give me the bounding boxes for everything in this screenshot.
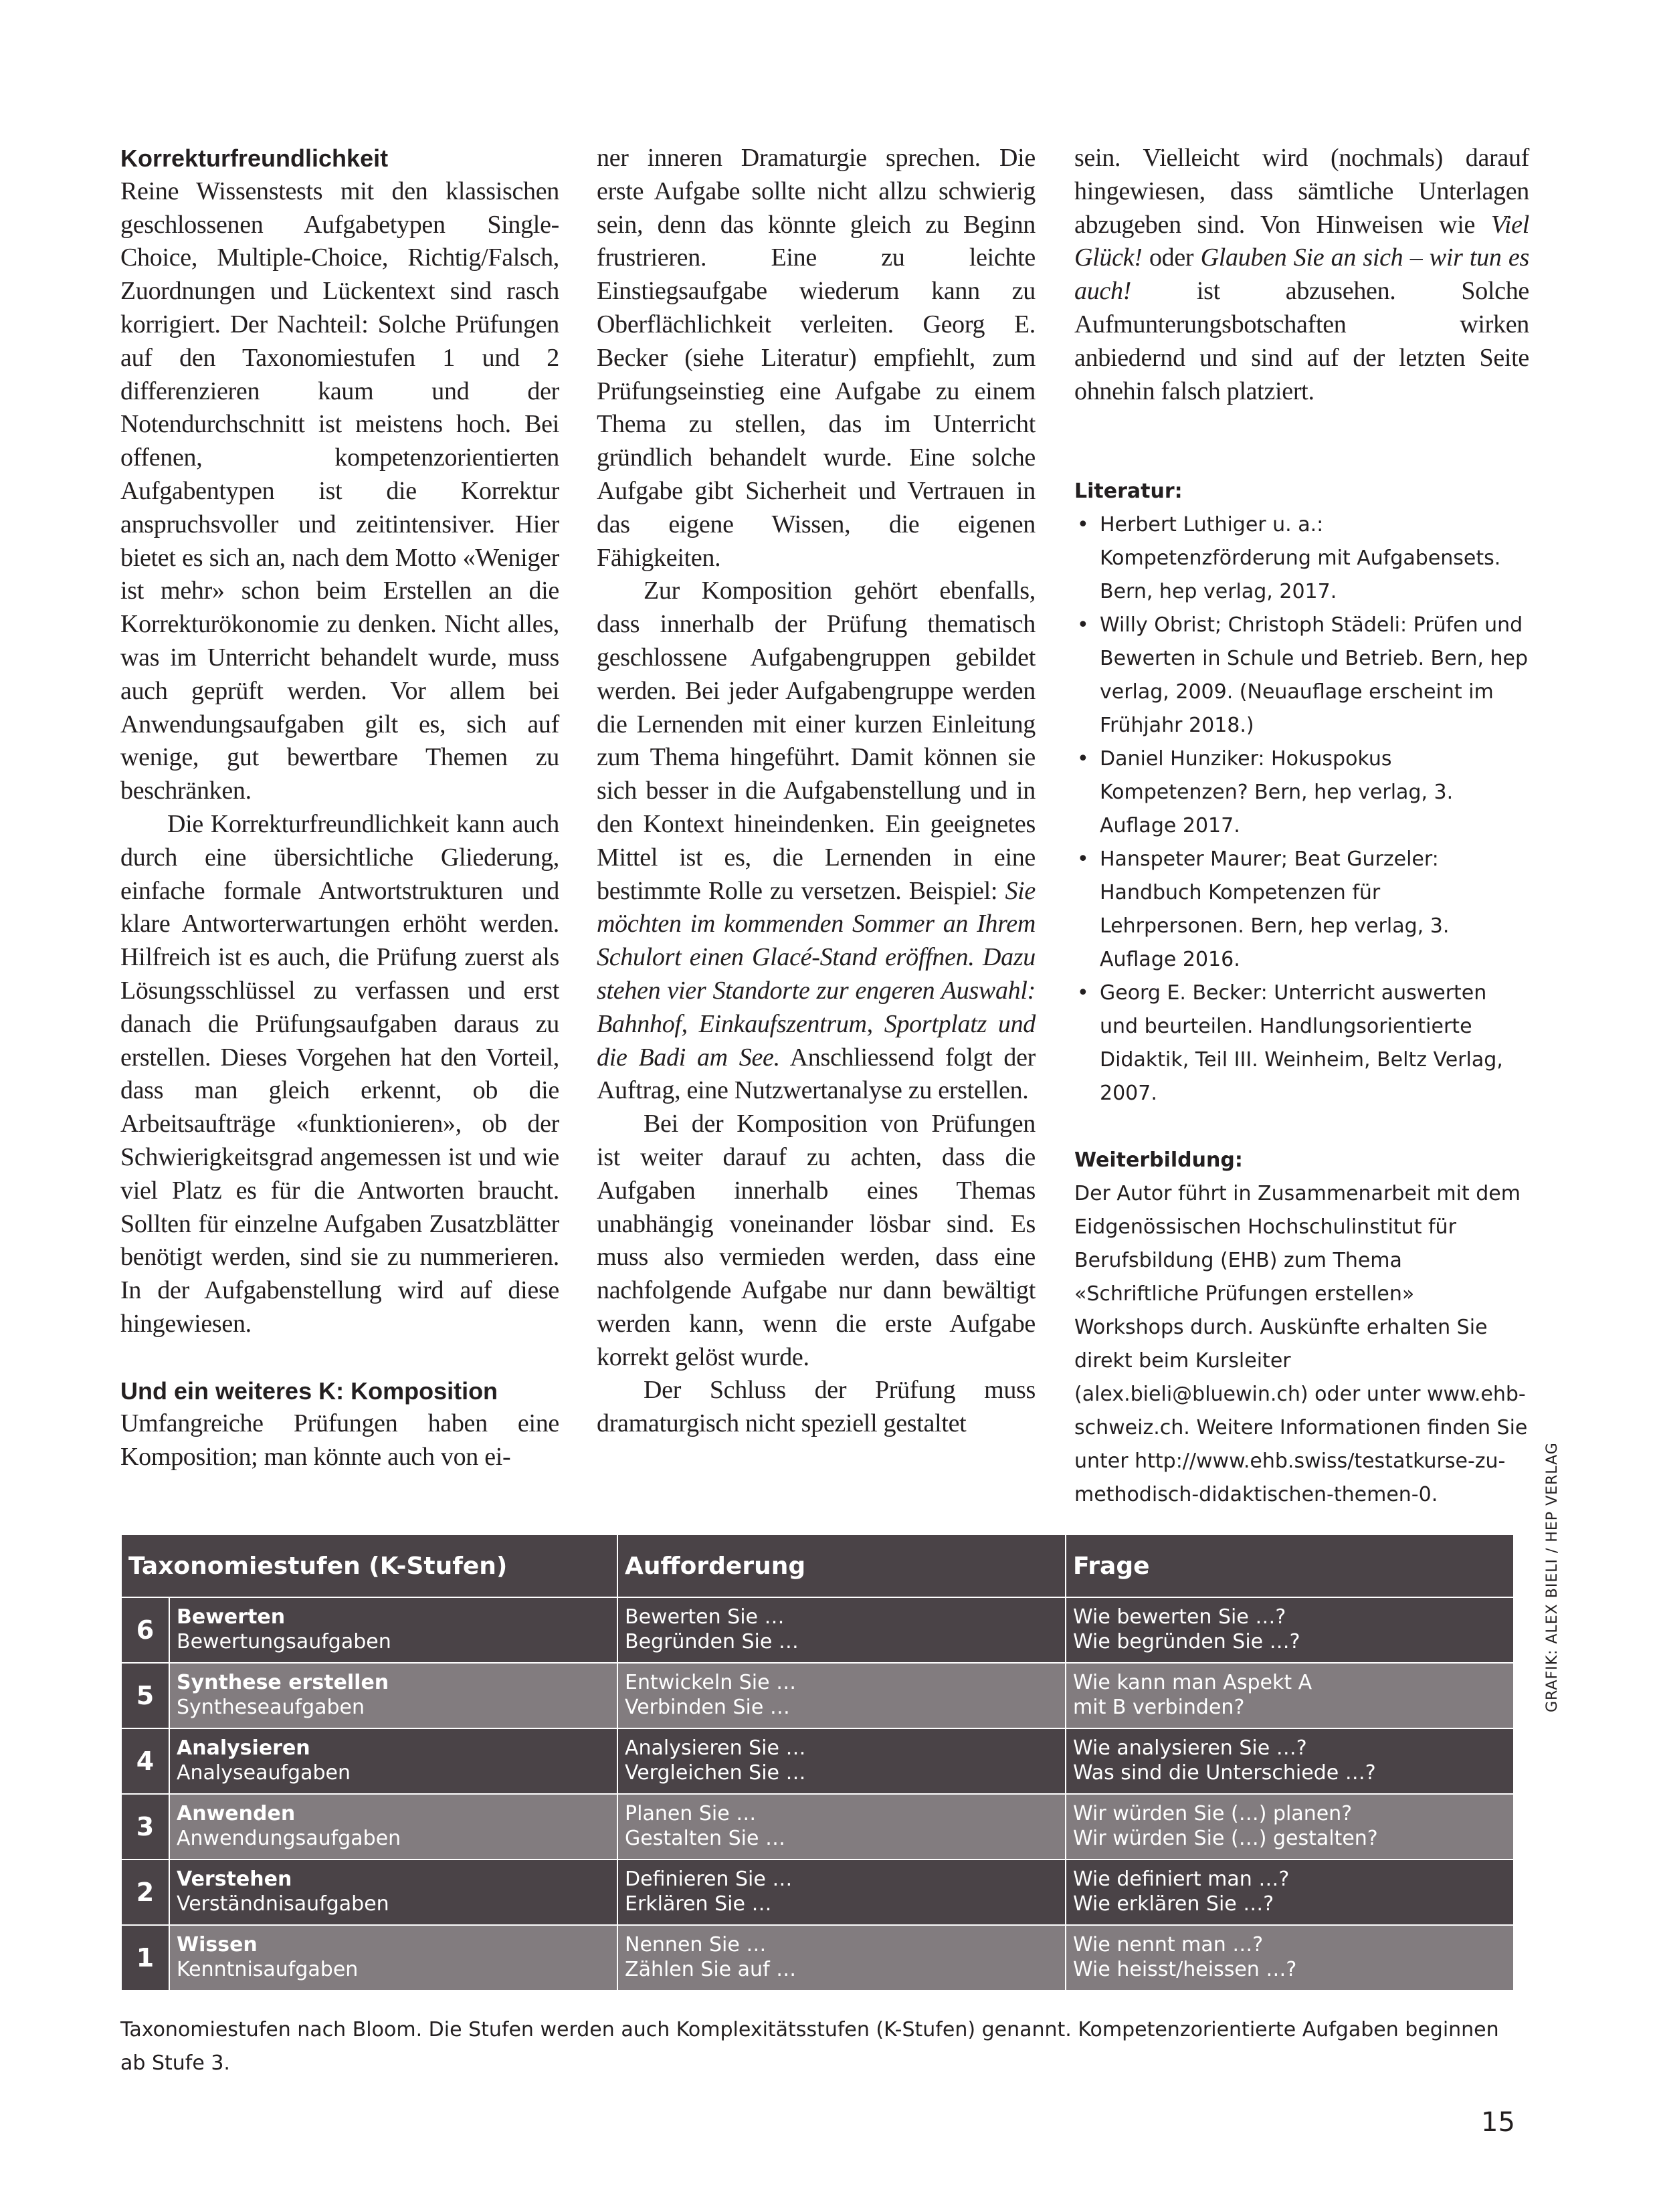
frage-line: mit B verbinden?: [1073, 1696, 1245, 1719]
frage-line: Was sind die Unterschiede …?: [1073, 1761, 1376, 1785]
aufforderung-line: Nennen Sie …: [625, 1933, 767, 1956]
aufforderung-line: Gestalten Sie …: [625, 1827, 785, 1850]
level-number: 4: [121, 1728, 169, 1794]
literature-section: [1074, 475, 1529, 1512]
table-row: [121, 1663, 1514, 1728]
level-number: 2: [121, 1859, 169, 1925]
header-taxonomiestufen: Taxonomiestufen (K-Stufen): [121, 1534, 617, 1597]
frage-cell: [1066, 1794, 1514, 1859]
heading-korrekturfreundlichkeit: Korrekturfreundlichkeit: [120, 144, 389, 172]
frage-line: Wie erklären Sie …?: [1073, 1892, 1274, 1916]
graphic-credit: GRAFIK: ALEX BIELI / HEP VERLAG: [1544, 1442, 1561, 1712]
level-cell: [169, 1925, 617, 1991]
aufforderung-line: Vergleichen Sie …: [625, 1761, 806, 1785]
level-cell: [169, 1728, 617, 1794]
level-sub: Bewertungsaufgaben: [177, 1630, 391, 1653]
level-cell: [169, 1663, 617, 1728]
heading-komposition: Und ein weiteres K: Komposition: [120, 1377, 498, 1405]
paragraph: Reine Wissenstests mit den klassischen geschlossenen Aufgabetypen Single-Choice, Multiple-Choice, Richtig/Falsch, Zuordnungen und Lückentext sind rasch korrigiert. Der Nachteil: Solche Prüfungen auf den Taxonomiestufen 1 und 2 differenzieren kaum und der Notendurchschnitt ist meistens hoch. Bei offenen, kompetenzorientierten Aufgabentypen ist die Korrektur anspruchsvoller und zeitintensiver. Hier bietet es sich an, nach dem Motto «Weniger ist mehr» schon beim Erstellen an die Korrekturökonomie zu denken. Nicht alles, was im Unterricht behandelt wurde, muss auch geprüft werden. Vor allem bei Anwendungsaufgaben gilt es, sich auf wenige, gut bewertbare Themen zu beschränken.: [120, 177, 559, 805]
table-caption: Taxonomiestufen nach Bloom. Die Stufen werden auch Komplexitätsstufen (K-Stufen) genannt. Kompetenzorientierte Aufgaben beginnen ab Stufe 3.: [120, 2018, 1499, 2075]
frage-line: Wie analysieren Sie …?: [1073, 1736, 1307, 1760]
aufforderung-line: Begründen Sie …: [625, 1630, 799, 1653]
frage-line: Wie definiert man …?: [1073, 1868, 1290, 1891]
level-number: 6: [121, 1597, 169, 1663]
aufforderung-line: Verbinden Sie …: [625, 1696, 790, 1719]
frage-line: Wie heisst/heissen …?: [1073, 1958, 1297, 1981]
frage-line: Wie bewerten Sie …?: [1073, 1605, 1286, 1629]
paragraph: Umfangreiche Prüfungen haben eine Komposition; man könnte auch von ei-: [120, 1409, 559, 1472]
aufforderung-line: Zählen Sie auf …: [625, 1958, 797, 1981]
paragraph-text: sein. Vielleicht wird (nochmals) darauf hingewiesen, dass sämtliche Unterlagen abzugeben sind. Von Hinweisen wie: [1074, 144, 1529, 239]
aufforderung-cell: [617, 1728, 1066, 1794]
literature-heading: Literatur:: [1074, 480, 1183, 504]
frage-cell: [1066, 1597, 1514, 1663]
level-number: 5: [121, 1663, 169, 1728]
paragraph: Bei der Komposition von Prüfungen ist weiter darauf zu achten, dass die Aufgaben innerhalb eines Themas unabhängig voneinander lösbar sind. Es muss also vermieden werden, dass eine nachfolgende Aufgabe nur dann bewältigt werden kann, wenn die erste Aufgabe korrekt gelöst wurde.: [597, 1110, 1036, 1371]
table-row: [121, 1597, 1514, 1663]
frage-line: Wie kann man Aspekt A: [1073, 1671, 1312, 1694]
page-number: 15: [1481, 2107, 1515, 2138]
literature-item: • Herbert Luthiger u. a.: Kompetenzförderung mit Aufgabensets. Bern, hep verlag, 2017.: [1074, 508, 1529, 609]
level-number: 1: [121, 1925, 169, 1991]
level-cell: [169, 1794, 617, 1859]
header-frage: Frage: [1066, 1534, 1514, 1597]
frage-cell: [1066, 1663, 1514, 1728]
weiterbildung-text: Der Autor führt in Zusammenarbeit mit dem Eidgenössischen Hochschulinstitut für Berufsbildung (EHB) zum Thema «Schriftliche Prüfungen erstellen» Workshops durch. Auskünfte erhalten Sie direkt beim Kursleiter (alex.bieli@bluewin.ch) oder unter www.ehb-schweiz.ch. Weitere Informationen finden Sie unter http://www.ehb.swiss/testatkurse-zu-methodisch-didaktischen-themen-0.: [1074, 1182, 1528, 1507]
paragraph: Die Korrekturfreundlichkeit kann auch durch eine übersichtliche Gliederung, einfache formale Antwortstrukturen und klare Antworterwartungen erhöht werden. Hilfreich ist es auch, die Prüfung zuerst als Lösungsschlüssel zu verfassen und erst danach die Prüfungsaufgaben daraus zu erstellen. Dieses Vorgehen hat den Vorteil, dass man gleich erkennt, ob die Arbeitsaufträge «funktionieren», ob der Schwierigkeitsgrad angemessen ist und wie viel Platz es für die Antworten braucht. Sollten für einzelne Aufgaben Zusatzblätter benötigt werden, sind sie zu nummerieren. In der Aufgabenstellung wird auf diese hingewiesen.: [120, 809, 559, 1338]
level-number: 3: [121, 1794, 169, 1859]
level-name: Anwenden: [177, 1802, 296, 1825]
level-name: Analysieren: [177, 1736, 310, 1760]
frage-cell: [1066, 1728, 1514, 1794]
weiterbildung-heading: Weiterbildung:: [1074, 1148, 1243, 1173]
aufforderung-line: Planen Sie …: [625, 1802, 757, 1825]
paragraph-text: Zur Komposition gehört ebenfalls, dass innerhalb der Prüfung thematisch geschlossene Aufgabengruppen gebildet werden. Bei jeder Aufgabengruppe werden die Lernenden mit einer kurzen Einleitung zum Thema hingeführt. Damit können sie sich besser in die Aufgabenstellung und in den Kontext hineindenken. Ein geeignetes Mittel ist es, die Lernenden in eine bestimmte Rolle zu versetzen. Beispiel:: [597, 577, 1036, 905]
paragraph-example: [597, 575, 1036, 1108]
level-name: Bewerten: [177, 1605, 286, 1629]
paragraph-closing: [1074, 142, 1529, 408]
literature-item: • Hanspeter Maurer; Beat Gurzeler: Handbuch Kompetenzen für Lehrpersonen. Bern, hep verlag, 3. Auflage 2016.: [1074, 843, 1529, 977]
frage-cell: [1066, 1925, 1514, 1991]
column-1: [120, 142, 559, 1474]
level-sub: Verständnisaufgaben: [177, 1892, 389, 1916]
aufforderung-cell: [617, 1597, 1066, 1663]
literature-item: • Willy Obrist; Christoph Städeli: Prüfen und Bewerten in Schule und Betrieb. Bern, hep verlag, 2009. (Neuauflage erscheint im Frühjahr 2018.): [1074, 609, 1529, 742]
table-row: [121, 1925, 1514, 1991]
aufforderung-line: Bewerten Sie …: [625, 1605, 785, 1629]
paragraph-text: oder: [1142, 243, 1201, 272]
level-sub: Analyseaufgaben: [177, 1761, 351, 1785]
aufforderung-line: Entwickeln Sie …: [625, 1671, 797, 1694]
level-sub: Kenntnisaufgaben: [177, 1958, 359, 1981]
level-sub: Anwendungsaufgaben: [177, 1827, 401, 1850]
literature-list: [1074, 508, 1529, 1110]
aufforderung-line: Analysieren Sie …: [625, 1736, 806, 1760]
column-3: [1074, 142, 1529, 1512]
paragraph: ner inneren Dramaturgie sprechen. Die erste Aufgabe sollte nicht allzu schwierig sein, denn das könnte gleich zu Beginn frustrieren. Eine zu leichte Einstiegsaufgabe wiederum kann zu Oberflächlichkeit verleiten. Georg E. Becker (siehe Literatur) empfiehlt, zum Prüfungseinstieg eine Aufgabe zu einem Thema zu stellen, das im Unterricht gründlich behandelt wurde. Eine solche Aufgabe gibt Sicherheit und Vertrauen in das eigene Wissen, die eigenen Fähigkeiten.: [597, 144, 1036, 572]
aufforderung-line: Erklären Sie …: [625, 1892, 772, 1916]
frage-line: Wir würden Sie (…) planen?: [1073, 1802, 1353, 1825]
aufforderung-cell: [617, 1859, 1066, 1925]
example-italic: Sie möchten im kommenden Sommer an Ihrem Schulort einen Glacé-Stand eröffnen. Dazu stehen vier Standorte zur engeren Auswahl: Bahnhof, Einkaufszentrum, Sportplatz und die Badi am See.: [597, 876, 1036, 1072]
taxonomy-table: [120, 1534, 1515, 1991]
aufforderung-cell: [617, 1925, 1066, 1991]
quote-italic: Viel Glück!: [1074, 210, 1529, 272]
level-cell: [169, 1597, 617, 1663]
level-name: Verstehen: [177, 1868, 292, 1891]
level-cell: [169, 1859, 617, 1925]
aufforderung-line: Definieren Sie …: [625, 1868, 793, 1891]
frage-cell: [1066, 1859, 1514, 1925]
frage-line: Wie begründen Sie …?: [1073, 1630, 1300, 1653]
table-row: [121, 1794, 1514, 1859]
level-name: Wissen: [177, 1933, 258, 1956]
aufforderung-cell: [617, 1663, 1066, 1728]
paragraph-text: Anschliessend folgt der Auftrag, eine Nutzwertanalyse zu erstellen.: [597, 1043, 1036, 1105]
frage-line: Wir würden Sie (…) gestalten?: [1073, 1827, 1378, 1850]
quote-italic: Glauben Sie an sich – wir tun es auch!: [1074, 243, 1529, 306]
table-row: [121, 1859, 1514, 1925]
paragraph-text: ist abzusehen. Solche Aufmunterungsbotschaften wirken anbiedernd und sind auf der letzten Seite ohnehin falsch platziert.: [1074, 277, 1529, 405]
header-aufforderung: Aufforderung: [617, 1534, 1066, 1597]
frage-line: Wie nennt man …?: [1073, 1933, 1264, 1956]
paragraph: Der Schluss der Prüfung muss dramaturgisch nicht speziell gestaltet: [597, 1376, 1036, 1438]
level-name: Synthese erstellen: [177, 1671, 389, 1694]
literature-item: • Georg E. Becker: Unterricht auswerten und beurteilen. Handlungsorientierte Didaktik, Teil III. Weinheim, Beltz Verlag, 2007.: [1074, 977, 1529, 1110]
column-2: [597, 142, 1036, 1441]
aufforderung-cell: [617, 1794, 1066, 1859]
literature-item: • Daniel Hunziker: Hokuspokus Kompetenzen? Bern, hep verlag, 3. Auflage 2017.: [1074, 742, 1529, 843]
level-sub: Syntheseaufgaben: [177, 1696, 365, 1719]
table-row: [121, 1728, 1514, 1794]
